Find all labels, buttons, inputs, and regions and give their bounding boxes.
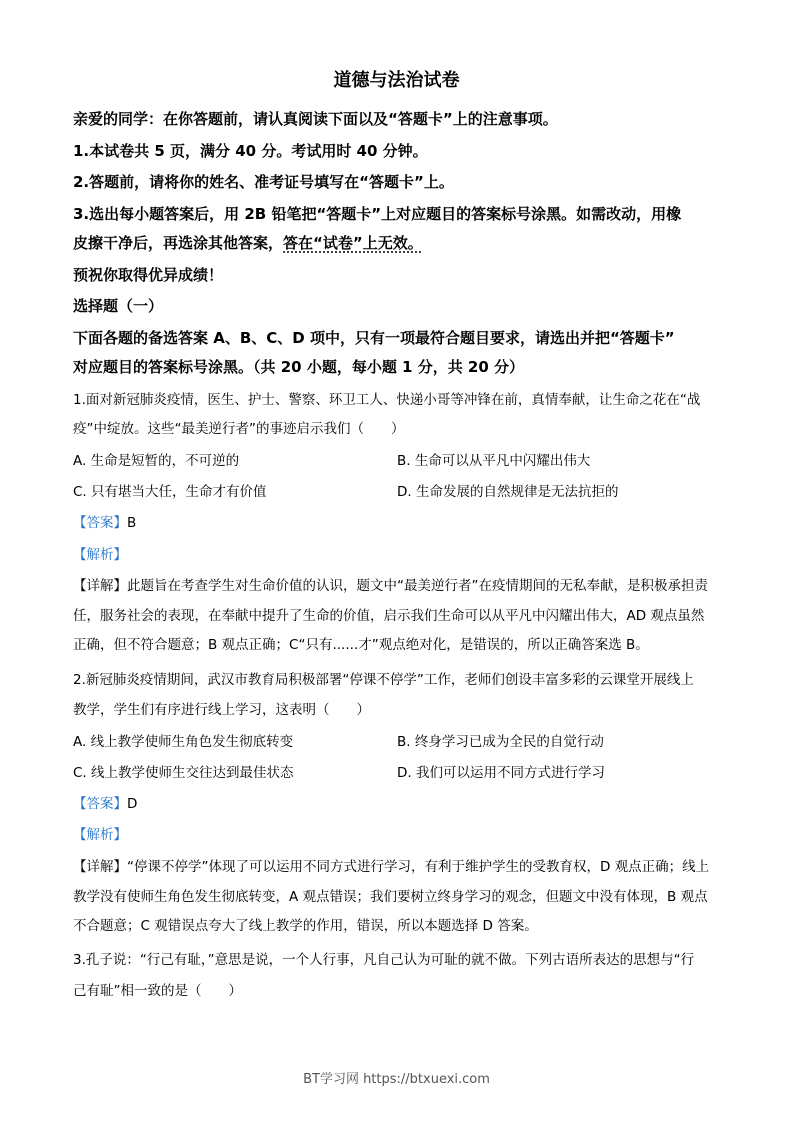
question-1-detail-line-3: 正确，但不符合题意；B 观点正确；C“只有......才”观点绝对化，是错误的，所以正确答案选 B。 [73, 637, 649, 653]
instruction-item-3-line-1: 3.选出每小题答案后，用 2B 铅笔把“答题卡”上对应题目的答案标号涂黑。如需改动，用橡 [73, 205, 682, 223]
page-title: 道德与法治试卷 [333, 70, 460, 91]
question-1-option-b: B. 生命可以从平凡中闪耀出伟大 [397, 453, 591, 469]
question-1-answer [73, 513, 723, 533]
question-1-detail-line-1 [73, 576, 723, 596]
question-1-option-a: A. 生命是短暂的，不可逆的 [73, 453, 240, 469]
question-2-detail-line-3: 不合题意；C 观错误点夸大了线上教学的作用，错误，所以本题选择 D 答案。 [73, 918, 538, 934]
question-3-stem-line-1: 3.孔子说：“行己有耻，”意思是说，一个人行事，凡自己认为可耻的就不做。下列古语所表达的思想与“行 [73, 952, 695, 968]
question-1-stem-line-2: 疫”中绽放。这些“最美逆行者”的事迹启示我们（ ） [73, 421, 405, 437]
question-1-detail-line-2: 任，服务社会的表现，在奉献中提升了生命的价值，启示我们生命可以从平凡中闪耀出伟大，AD 观点虽然 [73, 608, 705, 624]
instruction-item-3-line-2 [73, 232, 723, 254]
section-description-line-1: 下面各题的备选答案 A、B、C、D 项中，只有一项最符合题目要求，请选出并把“答题卡” [73, 329, 675, 347]
answer-tag: 【答案】 [73, 515, 127, 531]
instruction-item-3-text: 皮擦干净后，再选涂其他答案， [73, 234, 284, 252]
question-1-option-d: D. 生命发展的自然规律是无法抗拒的 [397, 484, 619, 500]
question-2-analysis-tag: 【解析】 [73, 827, 127, 843]
question-2-stem-line-2: 教学，学生们有序进行线上学习，这表明（ ） [73, 702, 370, 718]
section-description-line-2: 对应题目的答案标号涂黑。（共 20 小题，每小题 1 分，共 20 分） [73, 358, 525, 376]
instruction-wish: 预祝你取得优异成绩！ [73, 266, 224, 284]
instruction-emphasis: 答在“试卷”上无效。 [283, 234, 423, 252]
question-2-option-c: C. 线上教学使师生交往达到最佳状态 [73, 765, 294, 781]
question-3-stem-line-2: 己有耻”相一致的是（ ） [73, 983, 242, 999]
answer-tag: 【答案】 [73, 796, 127, 812]
detail-text: “停课不停学”体现了可以运用不同方式进行学习，有利于维护学生的受教育权，D 观点正确；线上 [127, 859, 710, 875]
question-2-option-d: D. 我们可以运用不同方式进行学习 [397, 765, 605, 781]
instruction-item-2: 2.答题前，请将你的姓名、准考证号填写在“答题卡”上。 [73, 173, 454, 191]
footer-watermark: BT学习网 https://btxuexi.com [303, 1072, 490, 1087]
question-2-stem-line-1: 2.新冠肺炎疫情期间，武汉市教育局积极部署“停课不停学”工作，老师们创设丰富多彩的云课堂开展线上 [73, 672, 694, 688]
detail-text: 此题旨在考查学生对生命价值的认识，题文中“最美逆行者”在疫情期间的无私奉献，是积极承担责 [127, 578, 708, 594]
detail-tag: 【详解】 [73, 578, 127, 594]
answer-value: D [127, 796, 138, 812]
question-1-option-c: C. 只有堪当大任，生命才有价值 [73, 484, 267, 500]
instruction-greeting: 亲爱的同学：在你答题前，请认真阅读下面以及“答题卡”上的注意事项。 [73, 110, 558, 128]
question-2-detail-line-2: 教学没有使师生角色发生彻底转变，A 观点错误；我们要树立终身学习的观念，但题文中没有体现，B 观点 [73, 889, 708, 905]
question-2-detail-line-1 [73, 857, 723, 877]
question-1-analysis-tag: 【解析】 [73, 547, 127, 563]
question-2-answer [73, 794, 723, 814]
question-2-option-b: B. 终身学习已成为全民的自觉行动 [397, 734, 604, 750]
question-1-stem-line-1: 1.面对新冠肺炎疫情，医生、护士、警察、环卫工人、快递小哥等冲锋在前，真情奉献，让生命之花在“战 [73, 392, 701, 408]
answer-value: B [127, 515, 137, 531]
detail-tag: 【详解】 [73, 859, 127, 875]
instruction-item-1: 1.本试卷共 5 页，满分 40 分。考试用时 40 分钟。 [73, 142, 428, 160]
section-heading: 选择题（一） [73, 297, 164, 315]
question-2-option-a: A. 线上教学使师生角色发生彻底转变 [73, 734, 294, 750]
